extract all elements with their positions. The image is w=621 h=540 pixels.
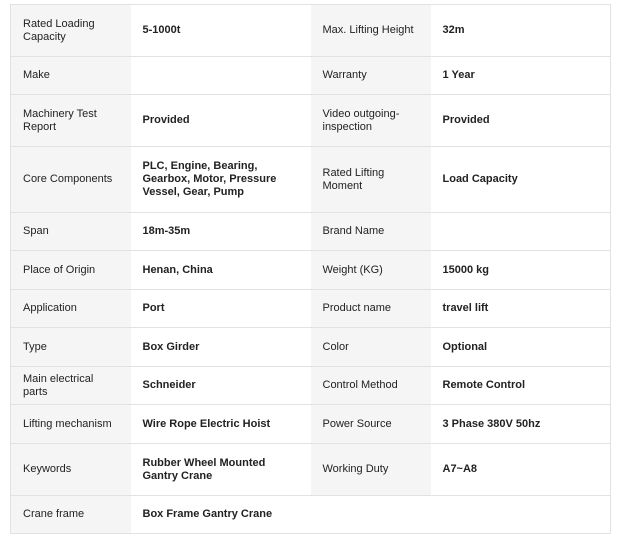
spec-label: Rated Lifting Moment	[311, 147, 431, 213]
spec-value: Load Capacity	[431, 147, 611, 213]
spec-label: Place of Origin	[11, 251, 131, 290]
spec-value: Port	[131, 290, 311, 328]
spec-label: Working Duty	[311, 444, 431, 496]
spec-value: Provided	[431, 95, 611, 147]
spec-value: Schneider	[131, 367, 311, 405]
spec-label: Product name	[311, 290, 431, 328]
table-row	[11, 405, 611, 444]
table-row	[11, 367, 611, 405]
table-row	[11, 328, 611, 367]
spec-value: 32m	[431, 5, 611, 57]
spec-label: Rated Loading Capacity	[11, 5, 131, 57]
spec-value: Optional	[431, 328, 611, 367]
spec-value: Box Girder	[131, 328, 311, 367]
spec-label: Video outgoing-inspection	[311, 95, 431, 147]
spec-value: Box Frame Gantry Crane	[131, 496, 311, 534]
spec-empty-cell	[311, 496, 431, 534]
product-spec-panel	[10, 4, 610, 534]
table-row	[11, 251, 611, 290]
spec-value	[431, 213, 611, 251]
table-row	[11, 5, 611, 57]
spec-empty-cell	[431, 496, 611, 534]
spec-label: Warranty	[311, 57, 431, 95]
spec-value: 15000 kg	[431, 251, 611, 290]
spec-value: Remote Control	[431, 367, 611, 405]
spec-label: Keywords	[11, 444, 131, 496]
product-spec-table	[10, 4, 611, 534]
table-row	[11, 147, 611, 213]
table-row	[11, 496, 611, 534]
spec-value: 3 Phase 380V 50hz	[431, 405, 611, 444]
spec-label: Weight (KG)	[311, 251, 431, 290]
table-row	[11, 57, 611, 95]
spec-label: Crane frame	[11, 496, 131, 534]
spec-value: 5-1000t	[131, 5, 311, 57]
spec-label: Application	[11, 290, 131, 328]
spec-value: Provided	[131, 95, 311, 147]
spec-value: travel lift	[431, 290, 611, 328]
spec-value: Wire Rope Electric Hoist	[131, 405, 311, 444]
spec-value	[131, 57, 311, 95]
table-row	[11, 444, 611, 496]
spec-value: Rubber Wheel Mounted Gantry Crane	[131, 444, 311, 496]
spec-value: A7~A8	[431, 444, 611, 496]
table-row	[11, 213, 611, 251]
spec-value: 1 Year	[431, 57, 611, 95]
table-row	[11, 290, 611, 328]
spec-label: Lifting mechanism	[11, 405, 131, 444]
spec-value: PLC, Engine, Bearing, Gearbox, Motor, Pressure Vessel, Gear, Pump	[131, 147, 311, 213]
spec-label: Control Method	[311, 367, 431, 405]
spec-label: Machinery Test Report	[11, 95, 131, 147]
spec-label: Color	[311, 328, 431, 367]
spec-label: Brand Name	[311, 213, 431, 251]
spec-label: Type	[11, 328, 131, 367]
spec-label: Make	[11, 57, 131, 95]
spec-label: Main electrical parts	[11, 367, 131, 405]
spec-value: Henan, China	[131, 251, 311, 290]
spec-label: Core Components	[11, 147, 131, 213]
table-row	[11, 95, 611, 147]
spec-label: Max. Lifting Height	[311, 5, 431, 57]
spec-label: Power Source	[311, 405, 431, 444]
spec-value: 18m-35m	[131, 213, 311, 251]
spec-label: Span	[11, 213, 131, 251]
